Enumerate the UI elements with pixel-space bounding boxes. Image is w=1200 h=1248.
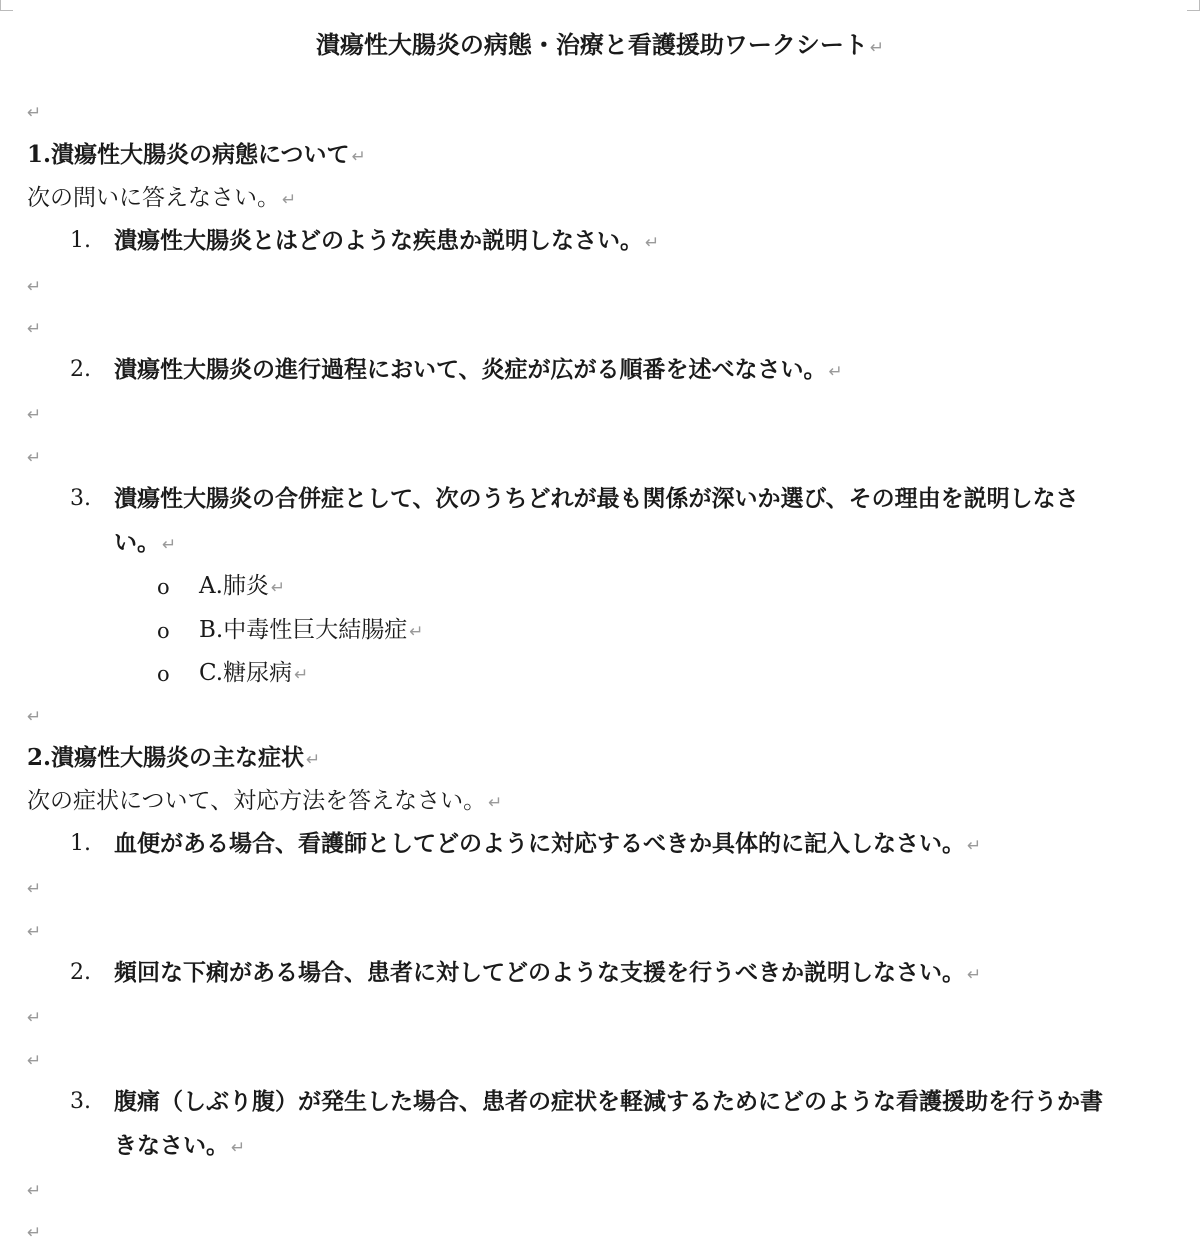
paragraph-mark-icon: ↵ [488, 793, 503, 813]
answer-space [27, 1216, 41, 1248]
paragraph-mark-icon: ↵ [306, 750, 321, 770]
section2-heading-text: 2.潰瘍性大腸炎の主な症状 [27, 744, 305, 771]
question-text: 頻回な下痢がある場合、患者に対してどのような支援を行うべきか説明しなさい。 [114, 959, 965, 986]
question-1-3-line1 [114, 484, 1079, 514]
paragraph-mark-icon: ↵ [27, 277, 42, 297]
paragraph-mark-icon: ↵ [351, 147, 366, 167]
answer-space [27, 872, 41, 904]
answer-space [27, 441, 41, 473]
paragraph-mark-icon: ↵ [162, 535, 177, 555]
paragraph-mark-icon: ↵ [270, 578, 286, 598]
section1-heading [27, 140, 366, 172]
option-text: B.中毒性巨大結腸症 [199, 617, 408, 643]
page-corner-top-right [1187, 0, 1200, 11]
paragraph-mark-icon: ↵ [967, 836, 982, 856]
paragraph-mark-icon: ↵ [27, 1008, 42, 1028]
section2-instruction [27, 786, 502, 818]
answer-space [27, 915, 41, 947]
section2-heading [27, 743, 320, 775]
section1-instruction [27, 183, 296, 215]
paragraph-mark-icon: ↵ [27, 319, 42, 339]
option-text: A.肺炎 [199, 573, 269, 599]
answer-space [27, 1044, 41, 1076]
paragraph-mark-icon: ↵ [294, 665, 309, 685]
paragraph-mark-icon: ↵ [27, 707, 42, 727]
answer-space [27, 312, 41, 344]
list-number: 1. [70, 228, 91, 253]
option-a [199, 571, 285, 603]
question-text: 潰瘍性大腸炎の進行過程において、炎症が広がる順番を述べなさい。 [114, 356, 827, 383]
bullet-icon: o [157, 575, 170, 599]
paragraph-mark-icon: ↵ [282, 190, 297, 210]
paragraph-mark-icon: ↵ [409, 622, 424, 642]
paragraph-mark-icon: ↵ [27, 103, 42, 123]
list-number: 2. [70, 357, 91, 382]
empty-paragraph [27, 96, 41, 128]
paragraph-mark-icon: ↵ [27, 448, 42, 468]
list-number: 2. [70, 960, 91, 985]
paragraph-mark-icon: ↵ [828, 362, 843, 382]
question-1-1 [114, 226, 659, 258]
list-number: 1. [70, 831, 91, 856]
document-title [0, 30, 1200, 63]
paragraph-mark-icon: ↵ [27, 1223, 42, 1243]
question-text: い。 [114, 529, 160, 556]
paragraph-mark-icon: ↵ [231, 1138, 246, 1158]
paragraph-mark-icon: ↵ [27, 879, 42, 899]
answer-space [27, 398, 41, 430]
option-b [199, 615, 423, 647]
answer-space [27, 1001, 41, 1033]
section1-instruction-text: 次の問いに答えなさい。 [27, 185, 280, 211]
paragraph-mark-icon: ↵ [967, 965, 982, 985]
option-c [199, 658, 308, 690]
paragraph-mark-icon: ↵ [27, 1051, 42, 1071]
option-text: C.糖尿病 [199, 660, 293, 686]
list-number: 3. [70, 1089, 91, 1114]
question-1-2 [114, 355, 843, 387]
question-1-3-line2 [114, 528, 176, 560]
answer-space [27, 270, 41, 302]
bullet-icon: o [157, 619, 170, 643]
answer-space [27, 1174, 41, 1206]
question-text: 血便がある場合、看護師としてどのように対応するべきか具体的に記入しなさい。 [114, 830, 965, 857]
page-corner-top-left [0, 0, 13, 11]
paragraph-mark-icon: ↵ [27, 1181, 42, 1201]
question-2-3-line2 [114, 1131, 245, 1163]
list-number: 3. [70, 486, 91, 511]
question-text: 潰瘍性大腸炎とはどのような疾患か説明しなさい。 [114, 227, 643, 254]
empty-paragraph [27, 700, 41, 732]
paragraph-mark-icon: ↵ [869, 38, 885, 58]
section1-heading-text: 1.潰瘍性大腸炎の病態について [27, 141, 350, 168]
question-text: きなさい。 [114, 1132, 229, 1159]
section2-instruction-text: 次の症状について、対応方法を答えなさい。 [27, 788, 487, 814]
paragraph-mark-icon: ↵ [27, 405, 42, 425]
question-text: 潰瘍性大腸炎の合併症として、次のうちどれが最も関係が深いか選び、その理由を説明しなさ [114, 485, 1079, 512]
title-text: 潰瘍性大腸炎の病態・治療と看護援助ワークシート [315, 30, 868, 59]
question-2-2 [114, 958, 981, 990]
paragraph-mark-icon: ↵ [645, 233, 660, 253]
bullet-icon: o [157, 662, 170, 686]
question-text: 腹痛（しぶり腹）が発生した場合、患者の症状を軽減するためにどのような看護援助を行うか書 [114, 1088, 1103, 1115]
paragraph-mark-icon: ↵ [27, 922, 42, 942]
question-2-1 [114, 829, 981, 861]
question-2-3-line1 [114, 1087, 1103, 1117]
